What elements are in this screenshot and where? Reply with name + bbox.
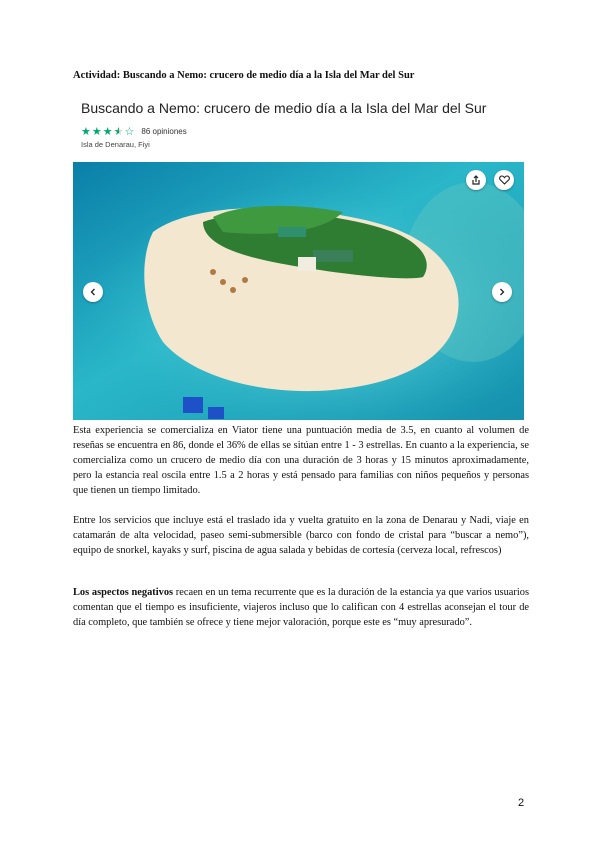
rating-star: ★	[113, 125, 124, 138]
share-icon	[471, 175, 481, 185]
paragraph-negatives	[73, 586, 529, 631]
rating-stars	[81, 126, 134, 137]
next-photo-button[interactable]	[492, 282, 512, 302]
share-button[interactable]	[466, 170, 486, 190]
rating-row	[81, 126, 187, 137]
prev-photo-button[interactable]	[83, 282, 103, 302]
island-photo	[73, 162, 524, 420]
rating-star: ☆	[124, 125, 135, 138]
rating-star: ★	[81, 125, 91, 138]
location-label: Isla de Denarau, Fiyi	[81, 140, 150, 149]
favorite-button[interactable]	[494, 170, 514, 190]
island-image	[73, 162, 524, 420]
listing-card	[73, 92, 524, 420]
paragraph-rating: Esta experiencia se comercializa en Viator tiene una puntuación media de 3.5, en cuanto al volumen de reseñas se encuentra en 86, donde el 36% de ellas se sitúan entre 1 - 3 estrellas. En cuanto a la experiencia, se comercializa como un crucero de medio día con una duración de 3 horas y 15 minutos aproximadamente, pero la estancia real oscila entre 1.5 a 2 horas y está pensado para familias con niños pequeños y personas que tienen un tiempo limitado.	[73, 425, 529, 496]
negatives-text: recaen en un tema recurrente que es la duración de la estancia ya que varios usuarios comentan que el tiempo es insuficiente, viajeros incluso que lo califican con 4 estrellas aconsejan el tour de día completo, que también se ofrece y tiene mejor valoración, porque este es “muy apresurado”.	[73, 587, 529, 628]
page-title: Actividad: Buscando a Nemo: crucero de medio día a la Isla del Mar del Sur	[73, 70, 415, 81]
chevron-right-icon	[498, 288, 506, 296]
rating-star: ★	[102, 125, 113, 138]
negatives-heading: Los aspectos negativos	[73, 587, 174, 598]
rating-star: ★	[91, 125, 102, 138]
paragraph-services: Entre los servicios que incluye está el traslado ida y vuelta gratuito en la zona de Denarau y Nadi, viaje en catamarán de alta velocidad, paseo semi-submersible (barco con fondo de cristal para “buscar a nemo”), equipo de snorkel, kayaks y surf, piscina de agua salada y bebidas de cortesía (cerveza local, refrescos)	[73, 515, 529, 556]
listing-title: Buscando a Nemo: crucero de medio día a la Isla del Mar del Sur	[81, 100, 487, 116]
page-number: 2	[518, 797, 525, 809]
reviews-count[interactable]: 86 opiniones	[141, 127, 187, 136]
heart-icon	[499, 175, 510, 185]
chevron-left-icon	[89, 288, 97, 296]
